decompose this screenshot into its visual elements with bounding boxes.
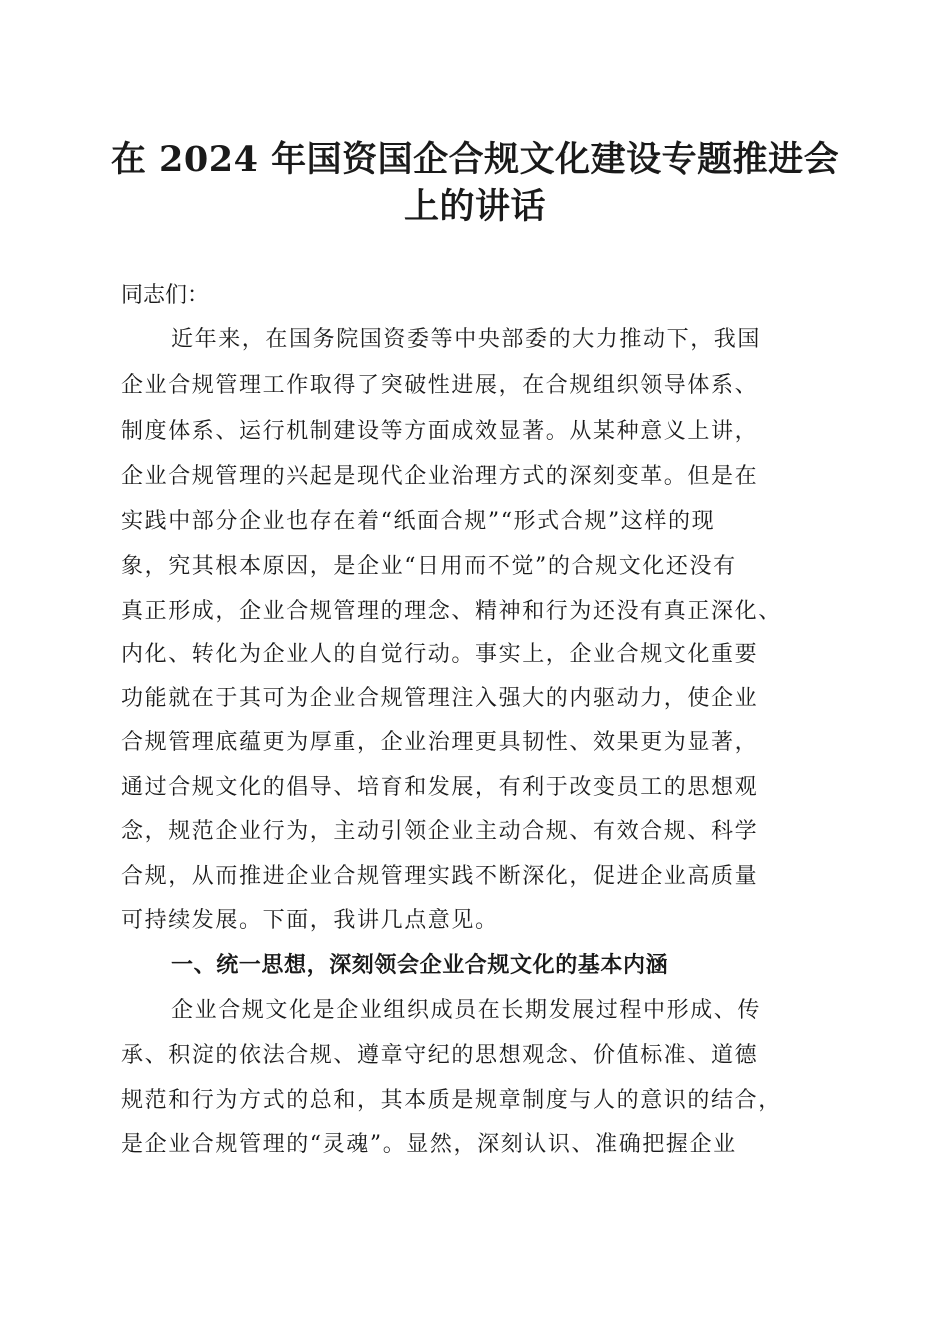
paragraph-2-line: 企业合规文化是企业组织成员在长期发展过程中形成、传 [171,998,762,1023]
paragraph-1-line: 合规管理底蕴更为厚重，企业治理更具韧性、效果更为显著， [121,730,759,755]
paragraph-1-line: 合规，从而推进企业合规管理实践不断深化，促进企业高质量 [121,864,759,889]
paragraph-1-line: 企业合规管理工作取得了突破性进展，在合规组织领导体系、 [121,373,759,398]
paragraph-2-line: 承、积淀的依法合规、遵章守纪的思想观念、价值标准、道德 [121,1043,759,1068]
paragraph-1-line: 企业合规管理的兴起是现代企业治理方式的深刻变革。但是在 [121,464,759,489]
paragraph-1-line: 制度体系、运行机制建设等方面成效显著。从某种意义上讲， [121,419,759,444]
title-line-2: 上的讲话 [403,186,546,227]
paragraph-2-line: 规范和行为方式的总和，其本质是规章制度与人的意识的结合， [121,1088,782,1113]
section-1-heading: 一、统一思想，深刻领会企业合规文化的基本内涵 [171,953,669,978]
paragraph-1-line: 内化、转化为企业人的自觉行动。事实上，企业合规文化重要 [121,642,759,667]
paragraph-1-line: 近年来，在国务院国资委等中央部委的大力推动下，我国 [171,327,762,352]
paragraph-1-line: 可持续发展。下面，我讲几点意见。 [121,908,499,933]
document-title [100,136,850,230]
salutation: 同志们： [121,283,210,308]
paragraph-1-line: 象，究其根本原因，是企业“日用而不觉”的合规文化还没有 [121,554,737,579]
paragraph-1-line: 功能就在于其可为企业合规管理注入强大的内驱动力，使企业 [121,686,759,711]
title-line-1: 在 2024 年国资国企合规文化建设专题推进会 [110,139,840,180]
paragraph-2-line: 是企业合规管理的“灵魂”。显然，深刻认识、准确把握企业 [121,1132,737,1157]
paragraph-1-line: 实践中部分企业也存在着“纸面合规”“形式合规”这样的现 [121,509,716,534]
paragraph-1-line: 通过合规文化的倡导、培育和发展，有利于改变员工的思想观 [121,775,759,800]
paragraph-1-line: 念，规范企业行为，主动引领企业主动合规、有效合规、科学 [121,819,759,844]
paragraph-1-line: 真正形成，企业合规管理的理念、精神和行为还没有真正深化、 [121,599,782,624]
